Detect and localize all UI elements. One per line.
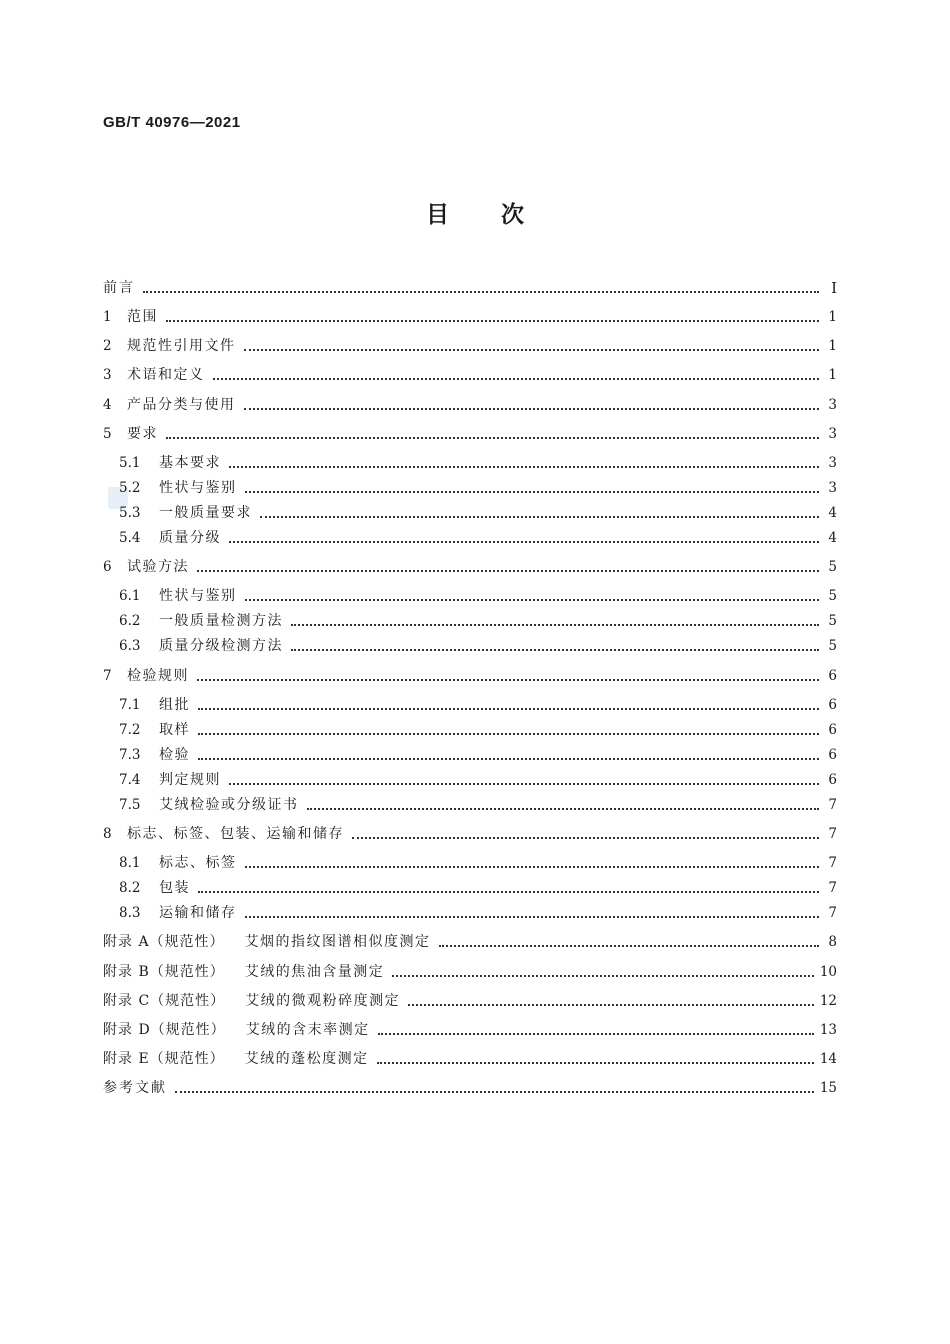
toc-row[interactable] [119,524,837,548]
toc-row[interactable] [119,791,837,815]
toc-entry-label: 要求 [127,426,158,442]
toc-annex [103,991,400,1011]
toc-dot-leader [392,974,814,977]
toc-dot-leader [198,707,819,710]
toc-dot-leader [244,348,820,351]
toc-dot-leader [245,598,820,601]
toc-page-number: 4 [828,505,837,521]
toc-entry-number: 8.3 [119,905,141,921]
toc-dot-leader [197,678,819,681]
toc-row[interactable] [119,874,837,898]
toc-annex-code: 附录 B（规范性） [103,964,225,980]
toc-entry-label: 试验方法 [127,559,189,575]
toc-dot-leader [143,290,819,293]
toc-annex [103,932,431,952]
toc-page-number: 10 [819,964,837,980]
toc-dot-leader [197,569,819,572]
toc-row[interactable] [119,632,837,656]
toc-dot-leader [352,836,819,839]
toc-row[interactable] [103,820,837,844]
toc-entry-number: 7.1 [119,697,141,713]
toc-entry-number: 5.2 [119,480,141,496]
toc-dot-leader [198,890,819,893]
toc-entry-label: 质量分级 [159,530,221,546]
toc-page-number: Ⅰ [831,279,837,297]
toc-entry-number: 5.4 [119,530,141,546]
toc-entry-label: 艾烟的指纹图谱相似度测定 [244,934,431,950]
toc-entry-label: 规范性引用文件 [127,338,236,354]
toc-dot-leader [260,515,819,518]
toc-row[interactable] [103,420,837,444]
toc-entry-number: 2 [103,338,112,354]
toc-page-number: 6 [828,747,837,763]
toc-dot-leader [229,782,819,785]
toc-page-number: 14 [819,1051,837,1067]
toc-page-number: 3 [828,480,837,496]
toc-annex [103,1020,370,1040]
toc-row[interactable] [119,849,837,873]
toc-row[interactable] [103,958,837,982]
toc-entry-number: 5 [103,426,112,442]
toc-entry-label: 性状与鉴别 [159,588,237,604]
toc-dot-leader [166,319,819,322]
toc-page-number: 6 [828,697,837,713]
toc-row[interactable] [103,274,837,298]
toc-page-number: 7 [828,905,837,921]
toc-dot-leader [175,1090,814,1093]
toc-entry-number: 5.3 [119,505,141,521]
toc-row[interactable] [103,1074,837,1098]
toc-annex-code: 附录 C（规范性） [103,993,226,1009]
toc-row[interactable] [103,361,837,385]
toc-page-number: 1 [828,309,837,325]
toc-entry-label: 一般质量要求 [159,505,252,521]
toc-page-number: 12 [819,993,837,1009]
toc-entry-number: 6 [103,559,112,575]
toc-entry-number: 8.2 [119,880,141,896]
toc-row[interactable] [103,1045,837,1069]
toc-dot-leader [213,377,820,380]
toc-dot-leader [378,1032,814,1035]
toc-entry-label: 标志、标签 [159,855,237,871]
toc-entry-label: 艾绒的微观粉碎度测定 [245,993,401,1009]
toc-page-number: 3 [828,426,837,442]
toc-row[interactable] [103,303,837,327]
page-title-part-2: 次 [501,202,524,228]
toc-entry-label: 参考文献 [103,1080,167,1096]
toc-entry-label: 范围 [127,309,158,325]
toc-annex [103,962,384,982]
toc-dot-leader [198,732,819,735]
toc-entry-label: 标志、标签、包装、运输和储存 [127,826,344,842]
toc-dot-leader [408,1003,814,1006]
toc-page-number: 5 [828,613,837,629]
toc-page-number: 6 [828,668,837,684]
toc-dot-leader [229,465,819,468]
toc-entry-number: 7.2 [119,722,141,738]
toc-annex [103,1049,369,1069]
toc-entry-label: 一般质量检测方法 [159,613,283,629]
toc-entry-label: 性状与鉴别 [159,480,237,496]
toc-page-number: 13 [819,1022,837,1038]
toc-entry-label: 质量分级检测方法 [159,638,283,654]
toc-row[interactable] [119,691,837,715]
toc-entry-number: 3 [103,367,112,383]
page-title-part-1: 目 [426,202,449,228]
toc-row[interactable] [103,391,837,415]
toc-entry-number: 7.5 [119,797,141,813]
toc-annex-code: 附录 D（规范性） [103,1022,226,1038]
toc-entry-number: 6.2 [119,613,141,629]
toc-dot-leader [439,944,819,947]
toc-row[interactable] [119,899,837,923]
toc-row[interactable] [119,741,837,765]
toc-page-number: 1 [828,367,837,383]
document-code: GB/T 40976—2021 [103,114,241,131]
toc-row[interactable] [119,766,837,790]
toc-row[interactable] [119,499,837,523]
toc-page-number: 6 [828,722,837,738]
toc-dot-leader [245,865,820,868]
toc-page-number: 4 [828,530,837,546]
toc-row[interactable] [103,553,837,577]
toc-entry-label: 检验 [159,747,190,763]
toc-page-number: 6 [828,772,837,788]
toc-row[interactable] [119,582,837,606]
toc-entry-label: 产品分类与使用 [127,397,236,413]
toc-entry-number: 8.1 [119,855,141,871]
toc-page-number: 5 [828,588,837,604]
toc-dot-leader [244,407,820,410]
toc-dot-leader [377,1061,814,1064]
toc-entry-label: 艾绒的焦油含量测定 [244,964,385,980]
toc-entry-number: 7 [103,668,112,684]
toc-row[interactable] [103,928,837,952]
toc-page-number: 7 [828,855,837,871]
toc-entry-number: 7.4 [119,772,141,788]
toc-row[interactable] [103,987,837,1011]
toc-entry-label: 艾绒检验或分级证书 [159,797,299,813]
toc-page-number: 15 [819,1080,837,1096]
toc-entry-number: 7.3 [119,747,141,763]
toc-dot-leader [245,915,820,918]
toc-page-number: 8 [828,934,837,950]
toc-row[interactable] [119,474,837,498]
toc-entry-number: 8 [103,826,112,842]
toc-page-number: 1 [828,338,837,354]
page-title [0,196,950,229]
toc-entry-label: 前言 [103,280,135,296]
toc-entry-number: 5.1 [119,455,141,471]
toc-entry-label: 运输和储存 [159,905,237,921]
toc-page-number: 7 [828,797,837,813]
toc-entry-label: 艾绒的含末率测定 [245,1022,370,1038]
toc-page-number: 7 [828,826,837,842]
toc-entry-number: 6.3 [119,638,141,654]
toc-dot-leader [291,648,819,651]
toc-entry-label: 检验规则 [127,668,189,684]
toc-entry-label: 取样 [159,722,190,738]
toc-row[interactable] [119,716,837,740]
toc-dot-leader [166,436,819,439]
toc-row[interactable] [103,332,837,356]
toc-annex-code: 附录 A（规范性） [103,934,225,950]
toc-entry-label: 艾绒的蓬松度测定 [244,1051,369,1067]
toc-dot-leader [229,540,819,543]
toc-entry-label: 组批 [159,697,190,713]
toc-entry-number: 4 [103,397,112,413]
toc-page-number: 5 [828,559,837,575]
toc-entry-label: 判定规则 [159,772,221,788]
toc-entry-number: 1 [103,309,112,325]
toc-page-number: 7 [828,880,837,896]
toc-row[interactable] [103,662,837,686]
toc-page-number: 3 [828,455,837,471]
toc-page-number: 3 [828,397,837,413]
toc-dot-leader [245,490,820,493]
toc-dot-leader [307,807,820,810]
toc-dot-leader [291,623,819,626]
toc-row[interactable] [119,449,837,473]
toc-entry-label: 包装 [159,880,190,896]
toc-entry-label: 基本要求 [159,455,221,471]
toc-entry-label: 术语和定义 [127,367,205,383]
toc-page-number: 5 [828,638,837,654]
toc-annex-code: 附录 E（规范性） [103,1051,225,1067]
toc-dot-leader [198,757,819,760]
toc-row[interactable] [103,1016,837,1040]
toc-row[interactable] [119,607,837,631]
toc-entry-number: 6.1 [119,588,141,604]
